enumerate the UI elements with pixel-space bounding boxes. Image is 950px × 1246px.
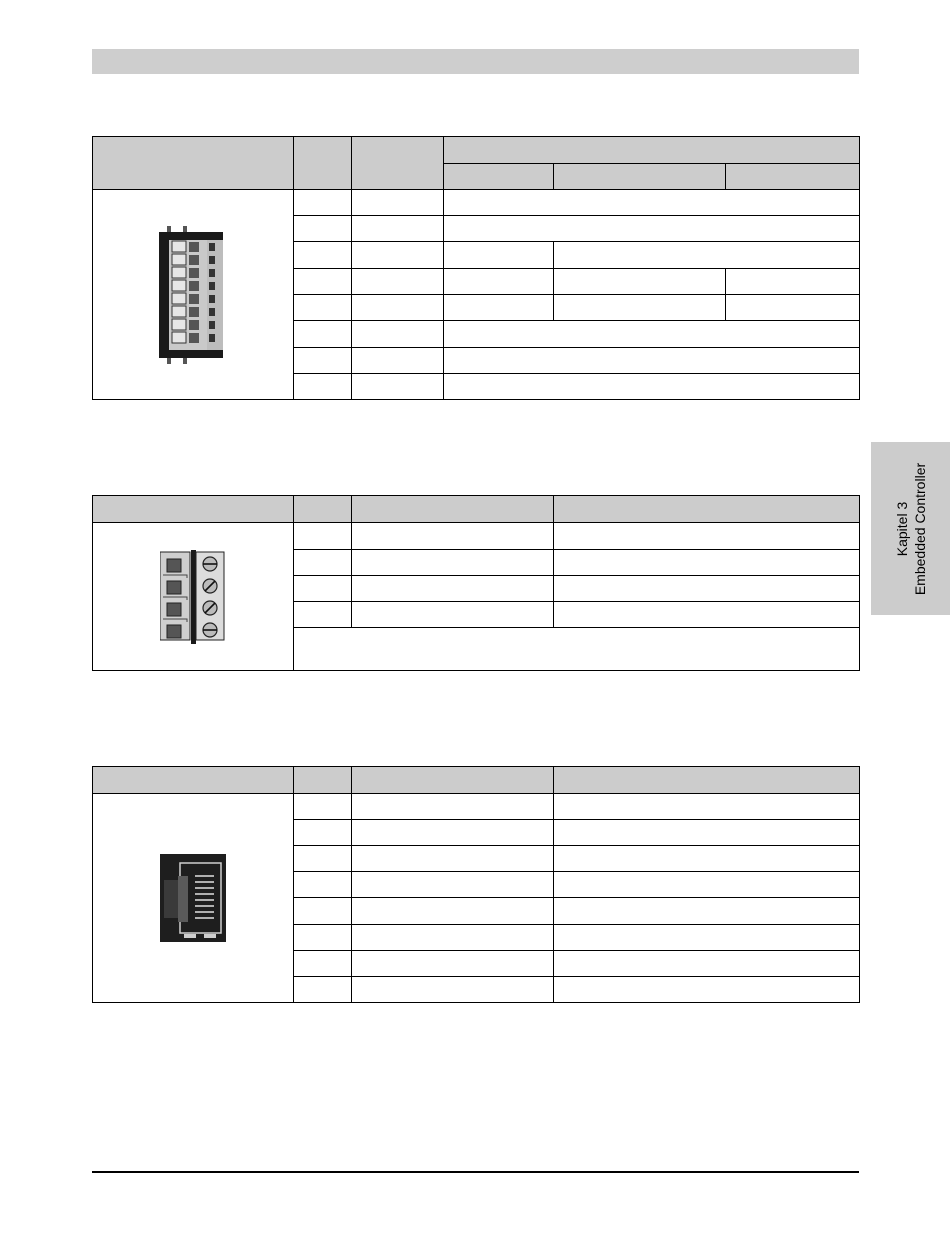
pin-cell — [294, 898, 352, 925]
signal-cell — [352, 846, 554, 872]
description-cell — [444, 216, 860, 242]
description-cell — [554, 846, 860, 872]
chapter-tab-label — [893, 442, 929, 615]
table-header-row — [93, 767, 860, 794]
pin-cell — [294, 321, 352, 348]
pin-cell — [294, 925, 352, 951]
table-row — [93, 190, 860, 216]
header-cell-description — [444, 137, 860, 164]
pin-cell — [294, 820, 352, 846]
pinout-table-4pin — [92, 495, 860, 671]
signal-cell — [352, 794, 554, 820]
description-cell — [554, 295, 726, 321]
pin-cell — [294, 846, 352, 872]
signal-cell — [352, 602, 554, 628]
rj45-socket-icon — [93, 854, 293, 942]
description-cell — [554, 269, 726, 295]
pin-cell — [294, 550, 352, 576]
screw-terminal-4-pin-connector-icon — [93, 550, 293, 644]
signal-cell — [352, 872, 554, 898]
description-cell — [554, 550, 860, 576]
description-cell — [554, 523, 860, 550]
connector-image-cell — [93, 794, 294, 1003]
chapter-side-tab[interactable] — [871, 442, 950, 615]
header-cell-description — [554, 767, 860, 794]
description-cell — [444, 348, 860, 374]
signal-cell — [352, 242, 444, 269]
signal-cell — [352, 295, 444, 321]
connector-image-cell — [93, 190, 294, 400]
signal-cell — [352, 550, 554, 576]
pin-cell — [294, 295, 352, 321]
pin-cell — [294, 523, 352, 550]
description-cell — [444, 269, 554, 295]
description-cell — [554, 951, 860, 977]
signal-cell — [352, 977, 554, 1003]
subheader-cell — [554, 164, 726, 190]
note-cell — [294, 628, 860, 671]
description-cell — [554, 872, 860, 898]
signal-cell — [352, 898, 554, 925]
description-cell — [554, 576, 860, 602]
description-cell — [554, 242, 860, 269]
signal-cell — [352, 269, 444, 295]
description-cell — [444, 321, 860, 348]
table-row — [93, 523, 860, 550]
description-cell — [554, 977, 860, 1003]
header-cell-description — [554, 496, 860, 523]
signal-cell — [352, 951, 554, 977]
pin-cell — [294, 190, 352, 216]
pin-cell — [294, 576, 352, 602]
pin-cell — [294, 872, 352, 898]
header-cell-pin — [294, 767, 352, 794]
chapter-title: Embedded Controller — [911, 462, 928, 595]
description-cell — [726, 295, 860, 321]
header-cell-signal — [352, 767, 554, 794]
signal-cell — [352, 190, 444, 216]
signal-cell — [352, 576, 554, 602]
pin-cell — [294, 348, 352, 374]
signal-cell — [352, 374, 444, 400]
header-cell-pin — [294, 137, 352, 190]
signal-cell — [352, 820, 554, 846]
pin-cell — [294, 374, 352, 400]
pin-cell — [294, 951, 352, 977]
signal-cell — [352, 925, 554, 951]
pin-cell — [294, 794, 352, 820]
pin-cell — [294, 242, 352, 269]
signal-cell — [352, 348, 444, 374]
description-cell — [444, 295, 554, 321]
description-cell — [444, 242, 554, 269]
pinout-table-rj45 — [92, 766, 860, 1003]
description-cell — [554, 602, 860, 628]
header-cell-connector — [93, 767, 294, 794]
signal-cell — [352, 321, 444, 348]
pin-cell — [294, 977, 352, 1003]
header-cell-signal — [352, 137, 444, 190]
table-row — [93, 794, 860, 820]
subheader-cell — [726, 164, 860, 190]
description-cell — [554, 898, 860, 925]
description-cell — [554, 925, 860, 951]
description-cell — [726, 269, 860, 295]
connector-image-cell — [93, 523, 294, 671]
spring-terminal-8-pin-connector-icon — [93, 226, 293, 364]
signal-cell — [352, 523, 554, 550]
header-bar — [92, 49, 859, 74]
signal-cell — [352, 216, 444, 242]
table-header-row — [93, 137, 860, 164]
header-cell-signal — [352, 496, 554, 523]
description-cell — [444, 190, 860, 216]
header-cell-pin — [294, 496, 352, 523]
footer-rule — [92, 1171, 859, 1173]
pin-cell — [294, 602, 352, 628]
description-cell — [444, 374, 860, 400]
header-cell-connector — [93, 137, 294, 190]
header-cell-connector — [93, 496, 294, 523]
pinout-table-8pin — [92, 136, 860, 400]
table-header-row — [93, 496, 860, 523]
subheader-cell — [444, 164, 554, 190]
pin-cell — [294, 216, 352, 242]
description-cell — [554, 794, 860, 820]
chapter-number: Kapitel 3 — [893, 501, 910, 556]
pin-cell — [294, 269, 352, 295]
description-cell — [554, 820, 860, 846]
